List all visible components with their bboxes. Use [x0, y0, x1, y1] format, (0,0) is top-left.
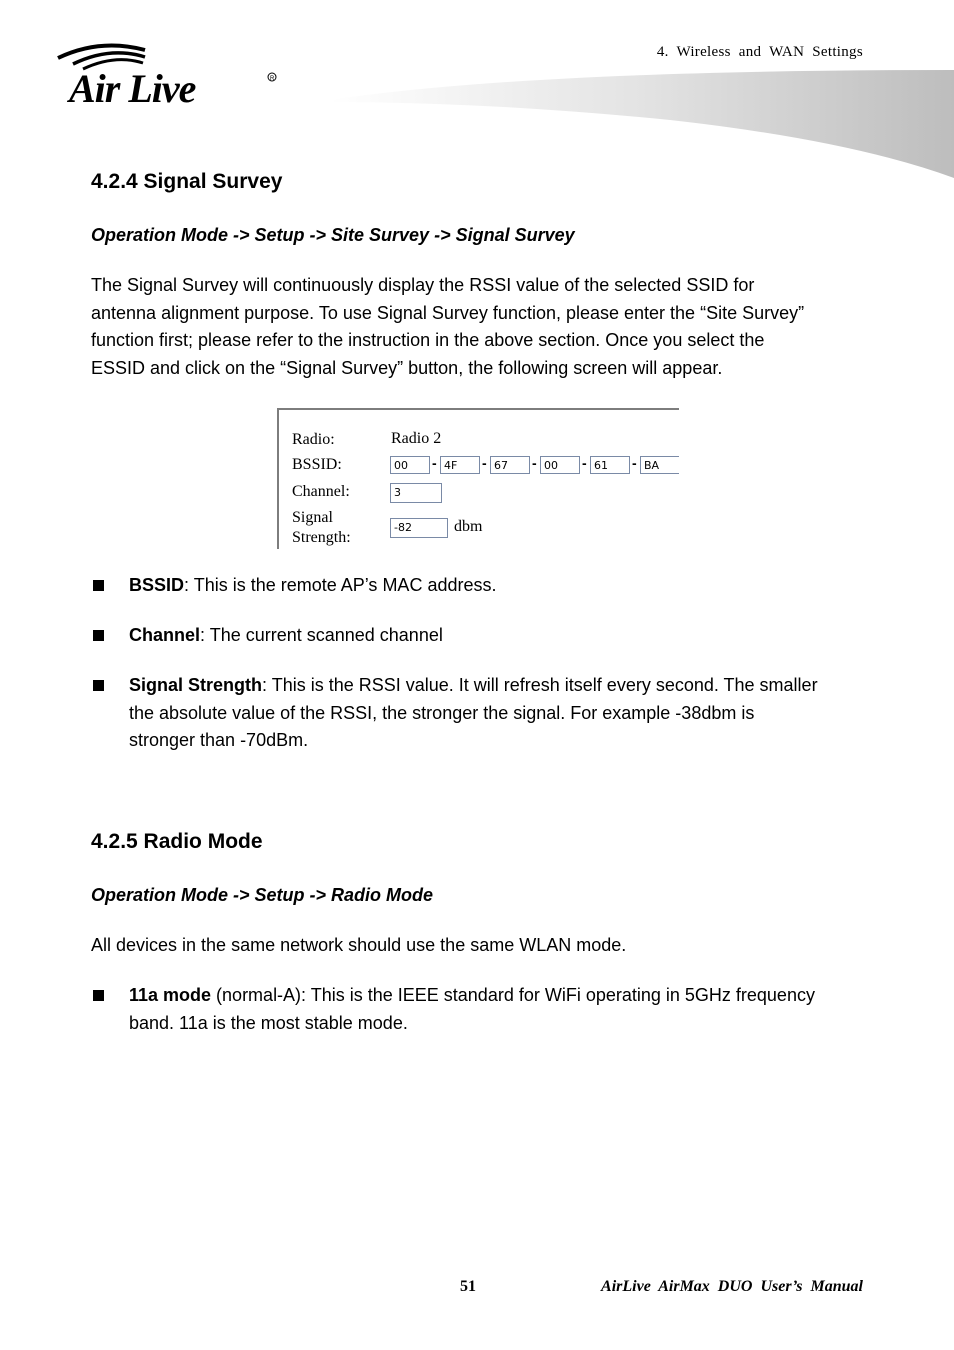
bssid-separator: - — [432, 455, 437, 471]
page-number: 51 — [460, 1278, 476, 1295]
bullet-term: Channel — [129, 625, 201, 645]
bssid-octet-5[interactable]: 61 — [590, 456, 630, 474]
bssid-separator: - — [632, 455, 637, 471]
bssid-octet-1[interactable]: 00 — [390, 456, 430, 474]
bssid-octet-2[interactable]: 4F — [440, 456, 480, 474]
header-swoosh — [330, 60, 954, 190]
bullet-text: : This is the remote AP’s MAC address. — [184, 575, 497, 595]
bullet-term: BSSID — [129, 575, 185, 595]
signal-strength-field[interactable]: -82 — [390, 518, 448, 538]
signal-label-line2: Strength: — [292, 529, 351, 546]
section-title: 4.2.4 Signal Survey — [91, 170, 283, 193]
bullet-text: (normal-A): This is the IEEE standard for WiFi operating in 5GHz frequency — [211, 985, 815, 1005]
text-line: antenna alignment purpose. To use Signal Survey function, please enter the “Site Survey” — [91, 302, 805, 323]
manual-title: AirLive AirMax DUO User’s Manual — [601, 1278, 863, 1295]
bullet-item-bssid — [90, 572, 870, 600]
square-bullet-icon — [93, 990, 104, 1001]
signal-unit: dbm — [454, 518, 483, 535]
intro-paragraph — [91, 272, 881, 382]
bullet-text: band. 11a is the most stable mode. — [129, 1012, 408, 1033]
bssid-octet-3[interactable]: 67 — [490, 456, 530, 474]
bullet-term: Signal Strength — [129, 675, 263, 695]
bssid-separator: - — [532, 455, 537, 471]
section-title: 4.2.5 Radio Mode — [91, 830, 263, 853]
text-line: ESSID and click on the “Signal Survey” button, the following screen will appear. — [91, 357, 723, 378]
square-bullet-icon — [93, 580, 104, 591]
text-line: function first; please refer to the instruction in the above section. Once you select the — [91, 330, 765, 350]
bullet-term: 11a mode — [129, 985, 212, 1005]
channel-field[interactable]: 3 — [390, 483, 442, 503]
radio-label: Radio: — [292, 431, 335, 448]
airlive-logo — [55, 40, 285, 110]
bullet-text: : This is the RSSI value. It will refresh itself every second. The smaller — [262, 675, 818, 695]
bssid-octet-4[interactable]: 00 — [540, 456, 580, 474]
bullet-text: : The current scanned channel — [200, 625, 443, 645]
square-bullet-icon — [93, 630, 104, 641]
radio-value: Radio 2 — [391, 430, 442, 447]
signal-survey-screenshot — [277, 408, 679, 549]
bullet-text: stronger than -70dBm. — [129, 730, 309, 750]
bssid-separator: - — [482, 455, 487, 471]
chapter-heading: 4. Wireless and WAN Settings — [656, 44, 863, 60]
nav-path: Operation Mode -> Setup -> Site Survey -> Signal Survey — [91, 225, 575, 245]
svg-text:R: R — [270, 76, 275, 82]
bssid-separator: - — [582, 455, 587, 471]
bssid-octet-6[interactable]: BA — [640, 456, 679, 474]
bullet-text: the absolute value of the RSSI, the stronger the signal. For example -38dbm is — [129, 702, 755, 723]
svg-text:Air Live: Air Live — [69, 66, 196, 110]
signal-label-line1: Signal — [292, 509, 333, 526]
text-line: The Signal Survey will continuously display the RSSI value of the selected SSID for — [91, 275, 755, 295]
channel-label: Channel: — [292, 483, 350, 500]
bullet-item-11a-mode — [90, 982, 870, 1038]
bssid-label: BSSID: — [292, 456, 342, 473]
square-bullet-icon — [93, 680, 104, 691]
radio-mode-intro: All devices in the same network should use the same WLAN mode. — [91, 935, 627, 955]
nav-path: Operation Mode -> Setup -> Radio Mode — [91, 885, 434, 905]
bullet-item-signal-strength — [90, 672, 870, 756]
bullet-item-channel — [90, 622, 870, 650]
